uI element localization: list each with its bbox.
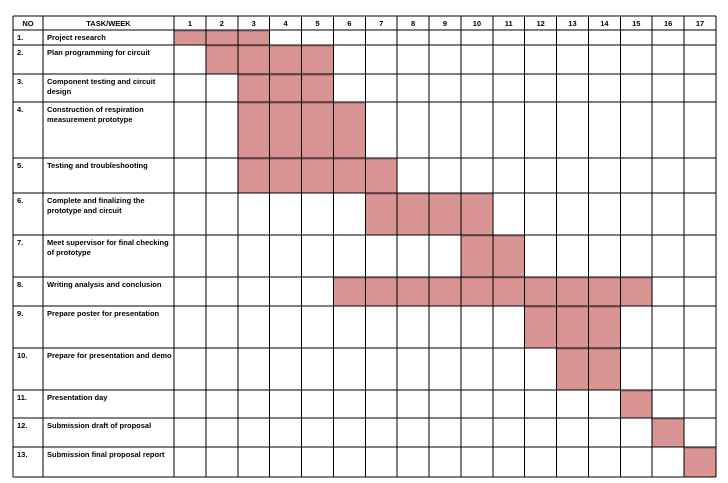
header-task-week: TASK/WEEK	[86, 19, 131, 28]
task-label-3-line-1: Component testing and circuit	[47, 77, 156, 86]
task-no-9: 9.	[17, 309, 24, 318]
task-no-7: 7.	[17, 238, 24, 247]
header-week-13: 13	[568, 19, 577, 28]
task-label-1-line-1: Project research	[47, 33, 106, 42]
header-week-2: 2	[219, 19, 224, 28]
header-week-5: 5	[315, 19, 320, 28]
task-label-9-line-1: Prepare poster for presentation	[47, 309, 160, 318]
task-no-3: 3.	[17, 77, 24, 86]
task-no-1: 1.	[17, 33, 24, 42]
header-week-4: 4	[283, 19, 288, 28]
task-label-8-line-1: Writing analysis and conclusion	[47, 280, 162, 289]
task-label-5-line-1: Testing and troubleshooting	[47, 161, 148, 170]
task-label-7-line-2: of prototype	[47, 248, 91, 257]
header-week-12: 12	[536, 19, 545, 28]
task-label-4-line-2: measurement prototype	[47, 115, 133, 124]
task-bar-12	[652, 419, 684, 447]
header-week-10: 10	[472, 19, 482, 28]
task-no-12: 12.	[17, 421, 28, 430]
header-week-9: 9	[442, 19, 448, 28]
header-week-17: 17	[695, 19, 705, 28]
task-label-3-line-2: design	[47, 87, 72, 96]
task-no-5: 5.	[17, 161, 24, 170]
task-no-8: 8.	[17, 280, 24, 289]
task-no-13: 13.	[17, 450, 28, 459]
task-bar-1	[174, 31, 270, 45]
task-bar-5	[238, 159, 397, 193]
header-week-8: 8	[411, 19, 416, 28]
task-label-6-line-2: prototype and circuit	[47, 206, 122, 215]
header-week-16: 16	[664, 19, 673, 28]
task-label-6-line-1: Complete and finalizing the	[47, 196, 145, 205]
task-no-2: 2.	[17, 48, 24, 57]
task-bars	[174, 31, 716, 477]
task-bar-13	[684, 448, 716, 477]
task-no-6: 6.	[17, 196, 24, 205]
header-week-3: 3	[251, 19, 256, 28]
task-no-4: 4.	[17, 105, 24, 114]
task-label-4-line-1: Construction of respiration	[47, 105, 144, 114]
header-week-15: 15	[632, 19, 641, 28]
task-no-10: 10.	[17, 351, 28, 360]
task-label-13-line-1: Submission final proposal report	[47, 450, 165, 459]
task-bar-3	[238, 75, 334, 102]
table-text	[17, 19, 704, 459]
task-label-11-line-1: Presentation day	[47, 393, 108, 402]
task-label-2-line-1: Plan programming for circuit	[47, 48, 150, 57]
header-week-1: 1	[187, 19, 193, 28]
header-week-14: 14	[600, 19, 609, 28]
header-week-6: 6	[347, 19, 352, 28]
task-label-7-line-1: Meet supervisor for final checking	[47, 238, 169, 247]
task-label-12-line-1: Submission draft of proposal	[47, 421, 152, 430]
header-no: NO	[22, 19, 34, 28]
task-bar-11	[620, 391, 652, 418]
task-bar-9	[525, 307, 621, 348]
task-label-10-line-1: Prepare for presentation and demo	[47, 351, 172, 360]
header-week-7: 7	[379, 19, 384, 28]
header-week-11: 11	[504, 19, 513, 28]
task-no-11: 11.	[17, 393, 28, 402]
